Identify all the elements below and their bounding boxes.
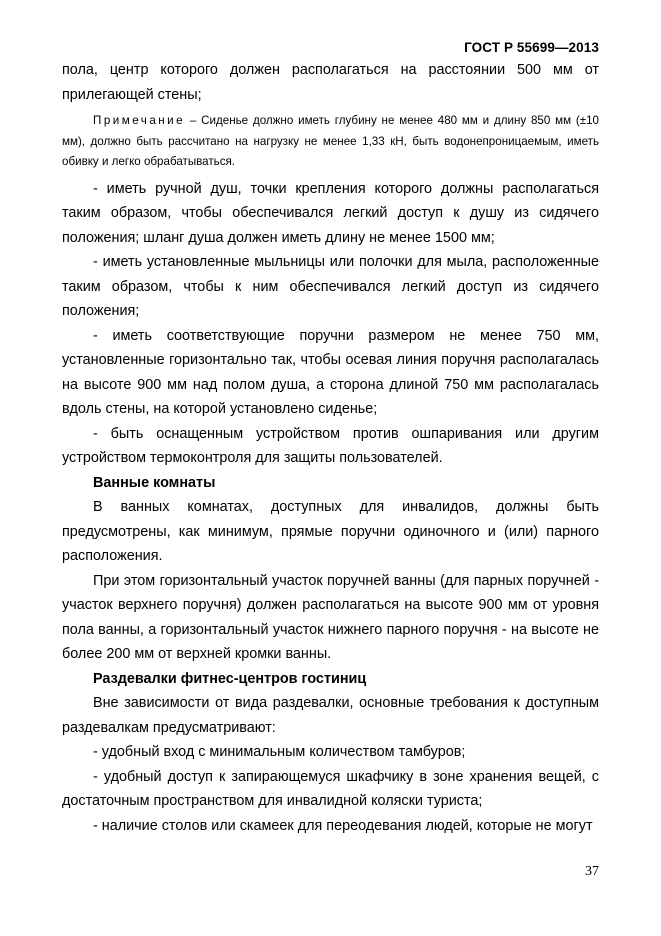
document-code: ГОСТ Р 55699—2013 (464, 40, 599, 55)
paragraph: Вне зависимости от вида раздевалки, основные требования к доступным раздевалкам предусматривают: (62, 695, 599, 736)
paragraph: - наличие столов или скамеек для переодевания людей, которые не могут (93, 817, 593, 834)
paragraph: пола, центр которого должен располагаться на расстоянии 500 мм от прилегающей стены; (62, 62, 599, 103)
page-number: 37 (585, 864, 599, 879)
paragraph: При этом горизонтальный участок поручней ванны (для парных поручней - участок верхнего поручня) должен располагаться на высоте 900 мм от уровня пола ванны, а горизонтальный участок нижнего парного поручня - на высоте не более 200 мм от верхней кромки ванны. (62, 572, 599, 662)
paragraph: - удобный доступ к запирающемуся шкафчику в зоне хранения вещей, с достаточным пространством для инвалидной коляски туриста; (62, 768, 599, 809)
note-text: – Сиденье должно иметь глубину не менее 480 мм и длину 850 мм (±10 мм), должно быть рассчитано на нагрузку не менее 1,33 кН, быть водонепроницаемым, иметь обивку и легко обрабатываться. (62, 114, 599, 168)
section-heading: Ванные комнаты (93, 474, 216, 491)
paragraph: В ванных комнатах, доступных для инвалидов, должны быть предусмотрены, как минимум, прямые поручни одиночного и (или) парного расположения. (62, 499, 599, 564)
section-heading: Раздевалки фитнес-центров гостиниц (93, 670, 367, 687)
paragraph: - иметь соответствующие поручни размером не менее 750 мм, установленные горизонтально так, чтобы осевая линия поручня располагалась на высоте 900 мм над полом душа, а сторона длиной 750 мм располагалась вдоль стены, на которой установлено сиденье; (62, 327, 599, 417)
paragraph: - удобный вход с минимальным количеством тамбуров; (93, 744, 466, 760)
paragraph: - быть оснащенным устройством против ошпаривания или другим устройством термоконтроля для защиты пользователей. (62, 425, 599, 466)
note-label: Примечание (93, 114, 186, 127)
note-paragraph (62, 111, 599, 173)
paragraph: - иметь ручной душ, точки крепления которого должны располагаться таким образом, чтобы обеспечивался легкий доступ к душу из сидячего положения; шланг душа должен иметь длину не менее 1500 мм; (62, 180, 599, 246)
document-body (62, 58, 599, 838)
paragraph: - иметь установленные мыльницы или полочки для мыла, расположенные таким образом, чтобы к ним обеспечивался легкий доступ из сидячего положения; (62, 254, 599, 319)
